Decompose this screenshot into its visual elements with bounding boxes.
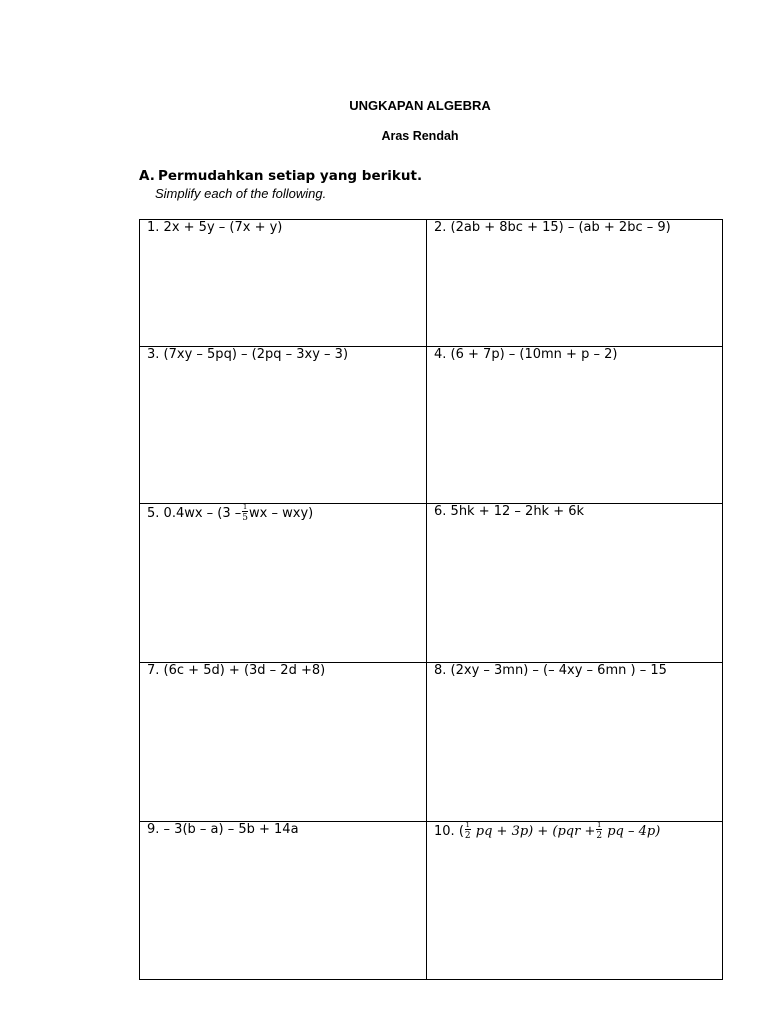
question-table [139,219,723,980]
question-cell-4 [427,347,723,504]
question-cell-9 [140,822,427,980]
section-heading [139,168,422,184]
table-row [140,220,723,347]
question-text: – 3(b – a) – 5b + 14a [163,822,299,837]
question-text: wx – wxy) [249,506,314,521]
question-number: 1. [147,220,160,235]
question-text: 0.4wx – (3 – [163,506,242,521]
question-6 [434,504,716,519]
question-5 [147,504,420,523]
question-text: (7xy – 5pq) – (2pq – 3xy – 3) [163,347,349,362]
fraction-denominator: 2 [596,831,603,841]
question-text: 5hk + 12 – 2hk + 6k [450,504,585,519]
instruction-english: Simplify each of the following. [155,186,327,201]
fraction-numerator: 1 [596,821,602,829]
table-row [140,822,723,980]
question-text: pq – 4p) [607,824,661,839]
question-cell-1 [140,220,427,347]
question-number: 5. [147,506,160,521]
question-cell-3 [140,347,427,504]
question-cell-8 [427,663,723,822]
question-number: 7. [147,663,160,678]
question-8 [434,663,716,678]
question-text: (6c + 5d) + (3d – 2d +8) [163,663,326,678]
worksheet-subtitle: Aras Rendah [381,129,459,143]
question-number: 2. [434,220,447,235]
question-text: (6 + 7p) – (10mn + p – 2) [450,347,618,362]
section-letter: A. [139,168,155,184]
fraction [242,504,248,523]
question-number: 3. [147,347,160,362]
instruction-malay: Permudahkan setiap yang berikut. [158,168,423,184]
question-7 [147,663,420,678]
question-text: ( [458,824,464,839]
question-4 [434,347,716,362]
worksheet-title: UNGKAPAN ALGEBRA [349,98,491,113]
question-3 [147,347,420,362]
question-9 [147,822,420,837]
question-number: 8. [434,663,447,678]
fraction-numerator: 1 [465,821,470,829]
question-number: 6. [434,504,447,519]
question-text: (2ab + 8bc + 15) – (ab + 2bc – 9) [450,220,671,235]
question-text: pq + 3p) + (pqr + [475,824,596,839]
question-number: 9. [147,822,160,837]
question-1 [147,220,420,235]
fraction [596,822,602,841]
question-2 [434,220,716,235]
table-row [140,663,723,822]
question-cell-6 [427,504,723,663]
question-10 [434,822,716,841]
question-number: 4. [434,347,447,362]
fraction-denominator: 2 [464,831,471,841]
question-cell-2 [427,220,723,347]
question-text: 2x + 5y – (7x + y) [163,220,283,235]
question-cell-10 [427,822,723,980]
question-cell-7 [140,663,427,822]
table-row [140,347,723,504]
table-row [140,504,723,663]
question-text: (2xy – 3mn) – (– 4xy – 6mn ) – 15 [450,663,667,678]
question-cell-5 [140,504,427,663]
fraction-numerator: 1 [242,503,248,511]
fraction [465,822,471,841]
question-number: 10. [434,824,455,839]
fraction-denominator: 5 [242,513,249,523]
